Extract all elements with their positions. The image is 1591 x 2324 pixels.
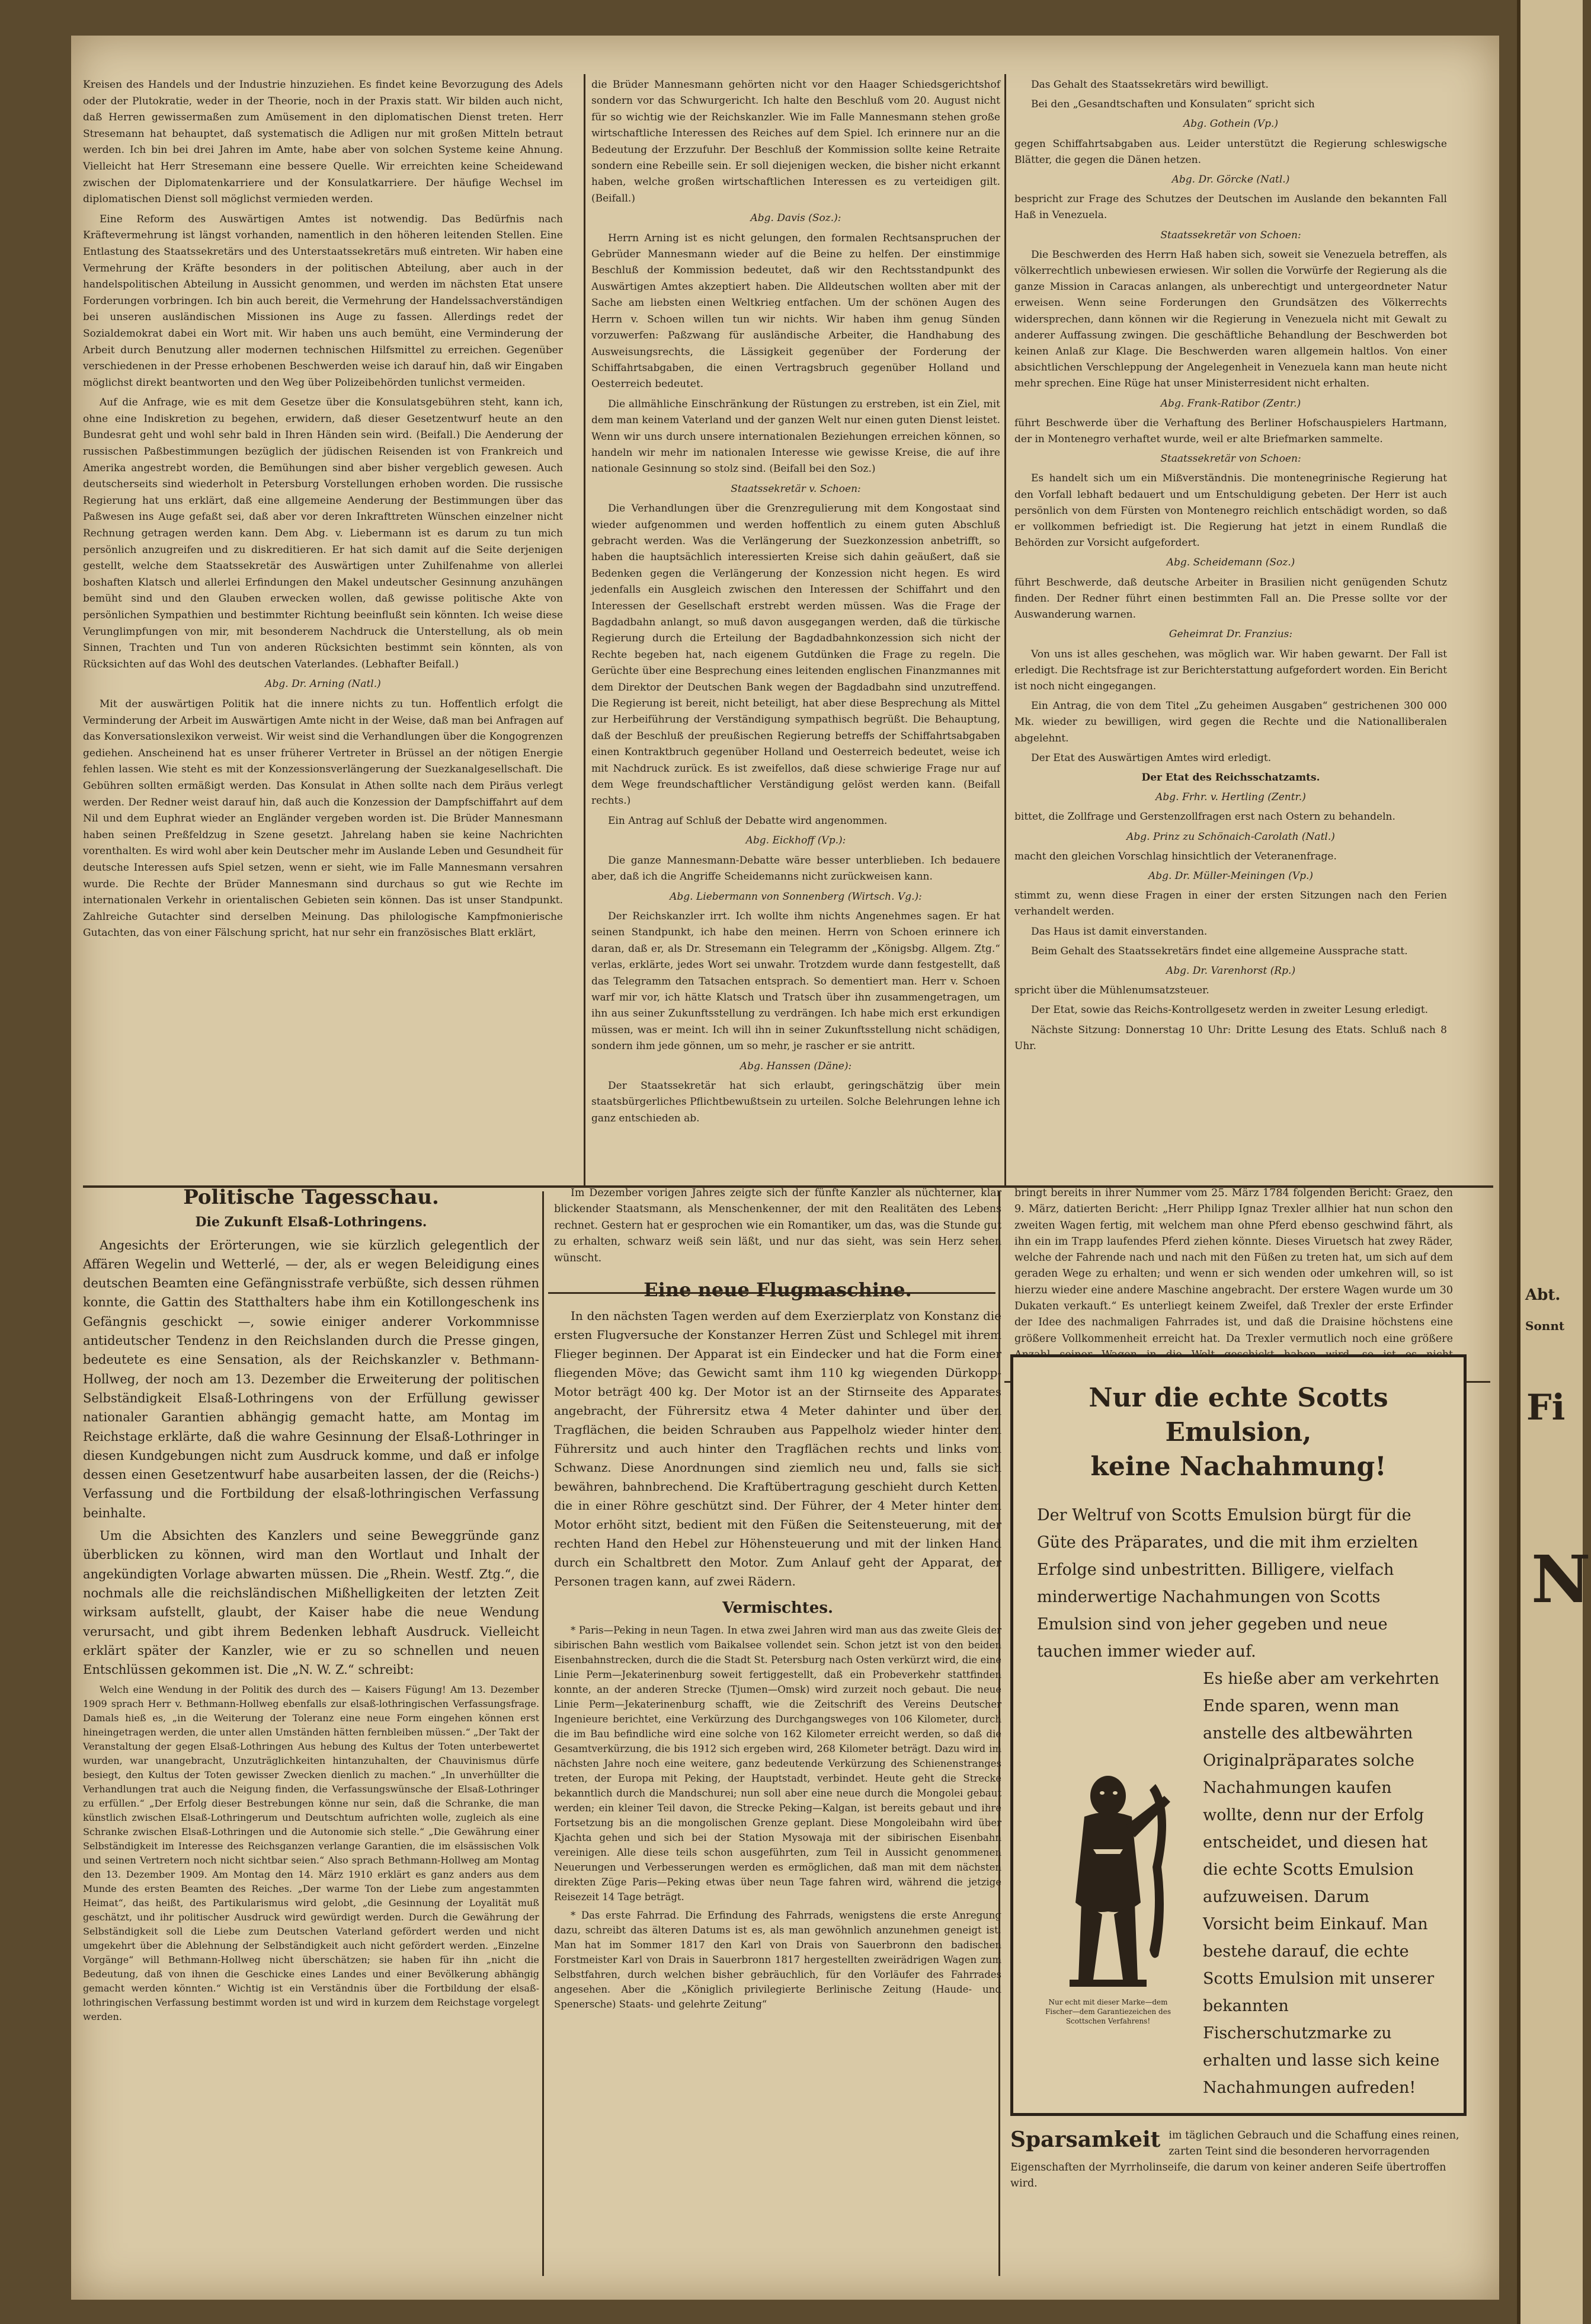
paragraph: stimmt zu, wenn diese Fragen in einer der ersten Sitzungen nach den Ferien verhandelt werden.	[1014, 890, 1447, 918]
paragraph: Angesichts der Erörterungen, wie sie kürzlich gelegentlich der Affären Wegelin und Wetterlé, — der, als er wegen Beleidigung eines deutschen Beamten eine Gefängnisstrafe verbüßte, sich dessen rühmen konnte, die Gattin des Statthalters habe ihm ein Kotillongeschenk ins Gefängnis geschickt —, sowie einiger anderer Vorkommnisse antideutscher Tendenz in den Reichslanden durch die Presse gingen, bedeutete es eine Sensation, als der Reichskanzler v. Bethmann-Hollweg, der noch am 13. Dezember die Erweiterung der politischen Selbständigkeit Elsaß-Lothringens von der Erfüllung gewisser nationaler Garantien abhängig gemacht hatte, am Montag im Reichstage erklärte, daß die wahre Gesinnung der Elsaß-Lothringer in diesen Kundgebungen nicht zum Ausdruck komme, und daß er infolge dessen einen Gesetzentwurf habe ausarbeiten lassen, der die (Reichs-) Verfassung und die Fortbildung der elsaß-lothringischen Verfassung beinhalte.	[83, 1238, 539, 1520]
ad-title-line: keine Nachahmung!	[1090, 1452, 1387, 1482]
fisherman-trademark-icon	[1037, 1760, 1179, 1997]
speaker-name: Staatssekretär v. Schoen:	[731, 482, 861, 495]
ad-title	[1013, 1381, 1464, 1484]
paragraph: führt Beschwerde über die Verhaftung des Berliner Hofschauspielers Hartmann, der in Montenegro verhaftet wurde, weil er alte Briefmarken sammelte.	[1014, 417, 1447, 446]
speaker-name: Abg. Scheidemann (Soz.)	[1166, 557, 1295, 569]
article-heading: Vermischtes.	[722, 1599, 834, 1617]
ad-title-line: Nur die echte Scotts Emulsion,	[1089, 1383, 1388, 1447]
column-rule	[1004, 74, 1006, 1185]
speaker-name: Abg. Dr. Varenhorst (Rp.)	[1166, 964, 1296, 977]
paragraph: Nächste Sitzung: Donnerstag 10 Uhr: Dritte Lesung des Etats. Schluß nach 8 Uhr.	[1014, 1024, 1447, 1052]
soap-ad	[1010, 2128, 1461, 2192]
speaker-name: Abg. Dr. Müller-Meiningen (Vp.)	[1148, 869, 1314, 882]
politics-column	[83, 1185, 539, 2028]
strip-text: Fi	[1526, 1387, 1566, 1428]
report-column-3	[1014, 77, 1447, 1058]
paragraph: gegen Schiffahrtsabgaben aus. Leider unterstützt die Regierung schleswigsche Blätter, die gegen die Dänen hetzen.	[1014, 138, 1447, 166]
paragraph: Bei den „Gesandtschaften und Konsulaten“ spricht sich	[1031, 98, 1315, 111]
speaker-name: Abg. Frank-Ratibor (Zentr.)	[1160, 397, 1301, 410]
speaker-name: Abg. Gothein (Vp.)	[1183, 118, 1279, 130]
paragraph: Von uns ist alles geschehen, was möglich war. Wir haben gewarnt. Der Fall ist erledigt. Die Rechtsfrage ist zur Berichterstattung aufgefordert worden. Ein Bericht ist noch nicht eingegangen.	[1014, 648, 1447, 692]
paragraph: Die Beschwerden des Herrn Haß haben sich, soweit sie Venezuela betreffen, als völkerrechtlich unbewiesen erwiesen. Wir sollen die Vorwürfe der Regierung als die ganze Mission in Caracas anlangen, als unberechtigt und untergeordneter Natur erweisen. Wenn seine Forderungen den Grundsätzen des Völkerrechts widersprechen, dann können wir die Regierung in Venezuela nicht mit Gewalt zu anderer Auffassung zwingen. Die geschäftliche Behandlung der Beschwerden bot keinen Anlaß zur Klage. Die Beschwerden waren allgemein haltlos. Von einer absichtlichen Verschleppung der Angelegenheit in Venezuela kann man heute nicht mehr sprechen. Eine Rüge hat unser Ministerresident nicht erhalten.	[1014, 248, 1447, 390]
paragraph: Um die Absichten des Kanzlers und seine Beweggründe ganz überblicken zu können, wird man den Wortlaut und Inhalt der angekündigten Vorlage abwarten müssen. Die „Rhein. Westf. Ztg.“, die nochmals alle die reichsländischen Mißhelligkeiten der letzten Zeit wirksam aufstellt, glaubt, der Kaiser habe die neue Wendung verursacht, und gibt ihrem Bedenken lebhaft Ausdruck. Vielleicht erklärt später der Kanzler, wie er zu so schnellen und neuen Entschlüssen gekommen ist. Die „N. W. Z.“ schreibt:	[83, 1529, 539, 1677]
column-rule	[584, 74, 585, 1185]
paragraph: spricht über die Mühlenumsatzsteuer.	[1014, 984, 1209, 997]
column-rule	[542, 1191, 544, 2276]
adjacent-page-strip	[1517, 0, 1591, 2324]
soap-ad-title: Sparsamkeit	[1010, 2127, 1161, 2152]
middle-column	[554, 1185, 1001, 2015]
speaker-name: Abg. Eickhoff (Vp.):	[745, 835, 846, 847]
speaker-name: Abg. Dr. Arning (Natl.)	[265, 678, 381, 691]
paragraph: Im Dezember vorigen Jahres zeigte sich der fünfte Kanzler als nüchterner, klar blickender Staatsmann, als Menschenkenner, der mit den Realitäten des Lebens rechnet. Gestern hat er gesprochen wie ein Romantiker, um das, was die Stunde gut zu erhalten, schwarz weiß sein läßt, und nur das sieht, was sein Herz sehen wünscht.	[554, 1187, 1001, 1264]
paragraph: Herrn Arning ist es nicht gelungen, den formalen Rechtsanspruchen der Gebrüder Mannesmann wieder auf die Beine zu helfen. Der einstimmige Beschluß der Kommission bedeutet, daß wir den Rechtsstandpunkt des Auswärtigen Amtes akzeptiert haben. Die Alldeutschen wollten aber mit der Sache am liebsten einen Weltkrieg entfachen. Um der schönen Augen des Herrn v. Schoen willen tun wir nichts. Wir haben ihm genug Sünden vorzuwerfen: Paßzwang für ausländische Arbeiter, die Handhabung des Ausweisungsrechts, die Lässigkeit gegenüber der Forderung der Schiffahrtsabgaben, die einen Vertragsbruch gegenüber Holland und Oesterreich bedeutet.	[591, 232, 1000, 391]
paragraph: Der Etat, sowie das Reichs-Kontrollgesetz werden in zweiter Lesung erledigt.	[1031, 1004, 1429, 1016]
quoted-paragraph: Welch eine Wendung in der Politik des durch des — Kaisers Fügung! Am 13. Dezember 1909 sprach Herr v. Bethmann-Hollweg ebenfalls zur elsaß-lothringischen Verfassungsfrage. Damals hieß es, „in die Weiterung der Toleranz eine neue Form eingehen können erst hineingetragen werden, die unter allen Umständen hätten fernbleiben müssen.“ „Der Takt der Veranstaltung der gegen Elsaß-Lothringen Aus hebung des Kultus der Toten unterbewertet wurden, war unangebracht, Unzuträglichkeiten hintanzuhalten, der Chauvinismus dürfe besiegt, den Kultus der Toten gewisser Zwecken dienlich zu machen.“ „In unverhüllter die Verhandlungen trat auch die Neigung finden, die Verfassungswünsche der Elsaß-Lothringer zu erfüllen.“ „Der Erfolg dieser Bestrebungen könne nur sein, daß die Schranke, die man künstlich zwischen Elsaß-Lothringerum und Deutschtum aufrichten wolle, zugleich als eine Schranke zwischen Elsaß-Lothringen und die Autonomie sich stelle.“ „Die Gewährung einer Selbständigkeit im Interesse des Reichsganzen verlange Garantien, die im elsässischen Volk und seinen Vertretern noch nicht sichtbar seien.“ Also sprach Bethmann-Hollweg am Montag den 13. Dezember 1909. Am Montag den 14. März 1910 erklärt es ganz anders aus dem Munde des ersten Beamten des Reiches. „Der warme Ton der Liebe zum angestammten Heimat“, das heißt, des Partikularismus wird gelobt, „die Gesinnung der Loyalität muß geschätzt, und ihr politischer Ausdruck wird gewürdigt werden. Durch die Gewährung der Selbständigkeit soll die Liebe zum Deutschen Vaterland gefördert werden und nicht umgekehrt über die Ablehnung der Selbständigkeit auch nicht gefördert werden. „Einzelne Vorgänge“ will Bethmann-Hollweg nicht überschätzen; sie haben für ihn „nicht die Bedeutung, daß von ihnen die Geschicke eines Landes und einer Bevölkerung abhängig gemacht werden könnten.“ Wichtig ist ein Verständnis über die Fortbildung der elsaß-lothringischen Verfassung bestimmt worden ist und wird in kurzem dem Reichstage vorgelegt werden.	[83, 1684, 539, 2023]
paragraph: Beim Gehalt des Staatssekretärs findet eine allgemeine Aussprache statt.	[1031, 945, 1408, 957]
speaker-name: Geheimrat Dr. Franzius:	[1169, 628, 1293, 641]
strip-text: Abt.	[1525, 1286, 1561, 1304]
paragraph: Ein Antrag auf Schluß der Debatte wird angenommen.	[608, 814, 888, 827]
paragraph: Es handelt sich um ein Mißverständnis. Die montenegrinische Regierung hat den Vorfall lebhaft bedauert und um Entschuldigung gebeten. Der Herr ist auch persönlich von dem Fürsten von Montenegro reichlich entschädigt worden, so daß er vollkommen befriedigt ist. Die Regierung hat jetzt in einem Rundlaß die Behörden zur Vorsicht aufgefordert.	[1014, 472, 1447, 549]
article-heading: Eine neue Flugmaschine.	[644, 1278, 912, 1302]
paragraph: Das Haus ist damit einverstanden.	[1031, 925, 1208, 938]
paragraph: Der Staatssekretär hat sich erlaubt, geringschätzig über mein staatsbürgerliches Pflichtbewußtsein zu urteilen. Solche Belehrungen lehne ich ganz entschieden ab.	[591, 1079, 1000, 1124]
speaker-name: Abg. Hanssen (Däne):	[740, 1060, 852, 1072]
paragraph: Die allmähliche Einschränkung der Rüstungen zu erstreben, ist ein Ziel, mit dem man keinem Vaterland und der ganzen Welt nur einen guten Dienst leistet. Wenn wir uns durch unsere internationalen Beziehungen erreichen können, so handeln wir mehr im nationalen Interesse wie gewisse Kreise, die auf ihre nationale Gesinnung so stolz sind. (Beifall bei den Soz.)	[591, 398, 1000, 475]
speaker-name: Staatssekretär von Schoen:	[1160, 229, 1301, 241]
paragraph: Der Reichskanzler irrt. Ich wollte ihm nichts Angenehmes sagen. Er hat seinen Standpunkt, ich habe den meinen. Herrn von Schoen erinnere ich daran, daß er, als Dr. Stresemann ein Telegramm der „Königsbg. Allgem. Ztg.“ verlas, erklärte, jedes Wort sei unwahr. Trotzdem wurde dann festgestellt, daß das Telegramm den Tatsachen entsprach. So dementiert man. Herr v. Schoen warf mir vor, ich hätte Klatsch und Tratsch über ihn zusammengetragen, um ihn aus seiner Zukunftsstellung zu verdrängen. Ich habe mich erst erkundigen müssen, was er meint. Ich will ihn in seiner Zukunftsstellung nicht schädigen, sondern ihm jede gönnen, um so mehr, je rascher er sie antritt.	[591, 910, 1000, 1053]
paragraph: Auf die Anfrage, wie es mit dem Gesetze über die Konsulatsgebühren steht, kann ich, ohne eine Indiskretion zu begehen, erwidern, daß dieser Gesetzentwurf heute an den Bundesrat geht und wohl sehr bald in Ihren Händen sein wird. (Beifall.) Die Aenderung der russischen Paßbestimmungen bezüglich der jüdischen Reisenden ist von Frankreich und Amerika angestrebt worden, die Bemühungen sind aber bisher vergeblich gewesen. Auch deutscherseits sind wiederholt in Petersburg Vorstellungen erhoben worden. Die russische Regierung hat uns erklärt, daß eine allgemeine Aenderung der Bestimmungen über das Paßwesen ins Auge gefaßt sei, daß aber vor deren Inkrafttreten Wünschen einzelner nicht Rechnung getragen werden kann. Dem Abg. v. Liebermann ist es darum zu tun mich persönlich anzugreifen und zu diskreditieren. Er hat sich damit auf die Seite derjenigen gestellt, welche dem Staatssekretär des Auswärtigen unter Zuhilfenahme von allerlei boshaften Klatsch und allerlei Erfindungen den Makel undeutscher Gesinnung anzuhängen bemüht sind und den Glauben erwecken wollen, daß gewisse politische Akte von persönlichen Sympathien und bestimmter Richtung beeinflußt sein könnten. Ich weise diese Verunglimpfungen von mir, mit besonderem Nachdruck die Unterstellung, als ob mein Sinnen, Trachten und Tun von anderen Rücksichten bestimmt sein könnten, als von Rücksichten auf das Wohl des deutschen Vaterlandes. (Lebhafter Beifall.)	[83, 397, 563, 670]
scotts-emulsion-ad	[1010, 1354, 1467, 2116]
speaker-name: Abg. Prinz zu Schönaich-Carolath (Natl.)	[1126, 830, 1335, 843]
paragraph: Der Etat des Auswärtigen Amtes wird erledigt.	[1031, 752, 1272, 764]
paragraph: In den nächsten Tagen werden auf dem Exerzierplatz von Konstanz die ersten Flugversuche der Konstanzer Herren Züst und Schlegel mit ihrem Flieger beginnen. Der Apparat ist ein Eindecker und hat die Form einer fliegenden Möve; das Gewicht samt ihm 110 kg wiegenden Dürkopp-Motor beträgt 400 kg. Der Motor ist an der Stirnseite des Apparates angebracht, der Führersitz etwa 4 Meter dahinter und über den Tragflächen, die beiden Schrauben aus Pappelholz wieder hinter dem Führersitz und auch hinter den Tragflächen rechts und links vom Schwanz. Diese Anordnungen sind ziemlich neu und, falls sie sich bewähren, bahnbrechend. Die Kraftübertragung geschieht durch Ketten, die in einer Röhre geschützt sind. Der Führer, der 4 Meter hinter dem Motor erhöht sitzt, bedient mit den Füßen die Seitensteuerung, mit der rechten Hand den Hebel zur Höhensteuerung und mit der linken Hand durch ein Schaltbrett den Motor. Zum Anlauf geht der Apparat, der Personen tragen kann, auf zwei Rädern.	[554, 1309, 1001, 1589]
speaker-name: Abg. Dr. Görcke (Natl.)	[1171, 174, 1290, 186]
paragraph: * Das erste Fahrrad. Die Erfindung des Fahrrads, wenigstens die erste Anregung dazu, schreibt das älteren Datums ist es, als man gewöhnlich anzunehmen geneigt ist. Man hat im Sommer 1817 den Karl von Drais von Sauerbronn den badischen Forstmeister Karl von Drais in Sauerbronn 1817 hergestellten zweirädrigen Wagen zum Selbstfahren, durch welchen bisher gebräuchlich, für den Vorläufer des Fahrrades angesehen. Aber die „Königlich privilegierte Berlinische Zeitung (Haude- und Spenersche) Staats- und gelehrte Zeitung“	[554, 1909, 1001, 2010]
paragraph: macht den gleichen Vorschlag hinsichtlich der Veteranenfrage.	[1014, 850, 1337, 862]
report-column-2	[591, 77, 1000, 1130]
paragraph: Ein Antrag, die von dem Titel „Zu geheimen Ausgaben“ gestrichenen 300 000 Mk. wieder zu bewilligen, wird gegen die Rechte und die Nationalliberalen abgelehnt.	[1014, 700, 1447, 744]
speaker-name: Abg. Davis (Soz.):	[750, 212, 841, 225]
paragraph: Die ganze Mannesmann-Debatte wäre besser unterblieben. Ich bedauere aber, daß ich die Angriffe Scheidemanns nicht zurückweisen kann.	[591, 854, 1000, 883]
strip-text: Sonnt	[1525, 1319, 1565, 1333]
paragraph: bittet, die Zollfrage und Gerstenzollfragen erst nach Ostern zu behandeln.	[1014, 811, 1395, 823]
speaker-name: Abg. Frhr. v. Hertling (Zentr.)	[1155, 791, 1306, 804]
paragraph: * Paris—Peking in neun Tagen. In etwa zwei Jahren wird man aus das zweite Gleis der sibirischen Bahn westlich vom Baikalsee vollendet sein. Schon jetzt ist von den beiden Eisenbahnstrecken, durch die die Stadt St. Petersburg nach Osten verkürzt wird, die eine Linie Perm—Jekaterinenburg soweit fertiggestellt, daß ein Probeverkehr stattfinden konnte, an der anderen Strecke (Tjumen—Omsk) wird zurzeit noch gebaut. Die neue Linie Perm—Jekaterinenburg schafft, wie die Zeitschrift des Vereins Deutscher Ingenieure berichtet, eine Verkürzung des Durchgangsweges von 106 Kilometer, durch die im Bau befindliche wird eine solche von 162 Kilometer erreicht werden, so daß die Gesamtverkürzung, die bis 1912 sich ergeben wird, 268 Kilometer beträgt. Dazu wird im nächsten Jahre noch eine weitere, ganz bedeutende Verkürzung des Schienenstranges treten, der Europa mit Peking, der Hauptstadt, verbindet. Heute geht die Strecke bekanntlich durch die Mandschurei; nun soll aber eine neue durch die Mongolei gebaut werden; ein kleiner Teil davon, die Strecke Peking—Kalgan, ist bereits gebaut und ihre Fortsetzung bis an die mongolischen Grenze geplant. Diese Mongoleibahn wird über Kjachta gehen und sich bei der Station Mysowaja mit der sibirischen Eisenbahn vereinigen. Alle diese teils schon ausgeführten, zum Teil in Aussicht genommenen Neuerungen und Verbesserungen werden es ermöglichen, daß man mit dem nächsten direkten Züge Paris—Peking etwas über neun Tage fahren wird, während die jetzige Reisezeit 14 Tage beträgt.	[554, 1624, 1001, 1903]
speaker-name: Staatssekretär von Schoen:	[1160, 453, 1301, 465]
paragraph: Die Verhandlungen über die Grenzregulierung mit dem Kongostaat sind wieder aufgenommen und werden hoffentlich zu einem guten Abschluß gebracht werden. Was die Verlängerung der Suezkonzession anbetrifft, so haben die hauptsächlich interessierten Kreise sich dahin geäußert, daß sie Bedenken gegen die Verlängerung der Konzession nicht hegen. Es wird jedenfalls ein Ausgleich zwischen den Interessen der Schiffahrt und den Interessen der Gesellschaft erstrebt werden müssen. Was die Frage der Bagdadbahn anlangt, so muß davon ausgegangen werden, daß die türkische Regierung durch die Erteilung der Bagdadbahnkonzession sich nicht der Rechte begeben hat, nach eigenem Gutdünken die Frage zu regeln. Die Gerüchte über eine Besprechung eines leitenden englischen Finanzmannes mit dem Direktor der Deutschen Bank wegen der Bagdadbahn sind unzutreffend. Die Regierung ist bereit, nicht beteiligt, hat aber diese Besprechung als Mittel zur Herbeiführung der Verständigung sympathisch begrüßt. Die Behauptung, daß der Beschluß der preußischen Regierung betreffs der Schiffahrtsabgaben einen Kontraktbruch gegenüber Holland und Oesterreich bedeutet, weise ich mit Nachdruck zurück. Es ist zweifellos, daß diese schwierige Frage nur auf dem Wege freundschaftlicher Verständigung gelöst werden kann. (Beifall rechts.)	[591, 503, 1000, 807]
paragraph: Kreisen des Handels und der Industrie hinzuziehen. Es findet keine Bevorzugung des Adels oder der Plutokratie, weder in der Theorie, noch in der Praxis statt. Wir bilden auch nicht, daß Herren gewissermaßen zum Amüsement in den diplomatischen Dienst treten. Herr Stresemann hat behauptet, daß systematisch die Adligen nur mit großen Mitteln betraut werden. Ich bin bei drei Jahren im Amte, habe aber von solchen Systeme keine Ahnung. Vielleicht hat Herr Stresemann eine bessere Quelle. Wir erreichten keine Scheidewand zwischen der Diplomatenkarriere und der Konsulatkarriere. Der häufige Wechsel im diplomatischen Dienst soll möglichst vermieden werden.	[83, 79, 563, 206]
paragraph: führt Beschwerde, daß deutsche Arbeiter in Brasilien nicht genügenden Schutz finden. Der Redner führt einen bestimmten Fall an. Die Presse sollte vor der Auswanderung warnen.	[1014, 576, 1447, 621]
paragraph: die Brüder Mannesmann gehörten nicht vor den Haager Schiedsgerichtshof sondern vor das Schwurgericht. Ich halte den Beschluß vom 20. August nicht für so wichtig wie der Reichskanzler. Wie im Falle Mannesmann stehen große wirtschaftliche Interessen des Reiches auf dem Spiel. Ich erinnere nur an die Bedeutung der Erzzufuhr. Der Beschluß der Kommission sollte keine Retraite sondern eine Rebeille sein. Er soll diejenigen wecken, die bisher nicht erkannt haben, welche großen wirtschaftlichen Interessen es zu verteidigen gilt. (Beifall.)	[591, 79, 1000, 204]
article-heading: Die Zukunft Elsaß-Lothringens.	[195, 1214, 427, 1230]
paragraph: Das Gehalt des Staatssekretärs wird bewilligt.	[1031, 79, 1269, 91]
section-title: Der Etat des Reichsschatzamts.	[1141, 771, 1320, 784]
paragraph: bringt bereits in ihrer Nummer vom 25. März 1784 folgenden Bericht: Graez, den 9. März, datierten Bericht: „Herr Philipp Ignaz Trexler allhier hat nun schon den zweiten Wagen fertig, mit welchem man ohne Pferd ebenso geschwind fährt, als ihn ein im Trapp laufendes Pferd ziehen könnte. Dieses Viruetsch hat zwey Räder, welche der Fahrende nach und nach mit den Füßen zu treten hat, um sich auf dem geraden Wege zu erhalten; und wenn er sich wenden oder umkehren will, so ist hierzu wieder eine andere Maschine angebracht. Der erstere Wagen wurde um 30 Dukaten verkauft.“ Es unterliegt keinem Zweifel, daß Trexler der erste Erfinder der Idee des nachmaligen Fahrrades ist, und daß die Draisine höchstens eine größere Vollkommenheit erreicht hat. Da Trexler vermutlich noch eine größere	[1014, 1187, 1453, 1345]
soap-ad-text: im täglichen Gebrauch und die Schaffung eines reinen, zarten Teint sind die besonderen hervorragenden Eigenschaften der Myrrholinseife, die darum von keiner anderen Seife übertroffen wird.	[1010, 2130, 1459, 2189]
ad-caption: Nur echt mit dieser Marke—dem Fischer—dem Garantiezeichen des Scottschen Verfahrens!	[1045, 1998, 1171, 2025]
ad-body-text: Es hieße aber am verkehrten Ende sparen, wenn man anstelle des altbewährten Originalpräparates solche Nachahmungen kaufen wollte, denn nur der Erfolg entscheidet, und diesen hat die echte Scotts Emulsion aufzuweisen. Darum Vorsicht beim Einkauf. Man bestehe darauf, die echte Scotts Emulsion mit unserer bekannten Fischerschutzmarke zu erhalten und lasse sich keine Nachahmungen aufreden!	[1203, 1670, 1440, 2097]
paragraph: Eine Reform des Auswärtigen Amtes ist notwendig. Das Bedürfnis nach Kräftevermehrung ist längst vorhanden, namentlich in den höheren leitenden Stellen. Eine Entlastung des Staatssekretärs und des Unterstaatssekretärs muß eintreten. Wir haben eine Vermehrung der Kräfte besonders in der politischen Abteilung, aber auch in der handelspolitischen Abteilung in Aussicht genommen, und werden im nächsten Etat unsere Forderungen vorbringen. Ich bin auch bereit, die Vermehrung der Handelssachverständigen bei unseren ausländischen Missionen ins Auge zu fassen. Allerdings redet der Sozialdemokrat dabei ein Wort mit. Wir haben uns auch bemüht, eine Verminderung der Arbeit durch Benutzung aller modernen technischen Hilfsmittel zu erreichen. Gegenüber verschiedenen in der Presse erhobenen Beschwerden weise ich darauf hin, daß wir Eingaben möglichst direkt beantworten und den Weg über Polizeibehörden tunlichst vermeiden.	[83, 213, 563, 389]
ad-lead-text: Der Weltruf von Scotts Emulsion bürgt für die Güte des Präparates, und die mit ihm erzielten Erfolge sind unbestritten. Billigere, vielfach minderwertige Nachahmungen von Scotts Emulsion sind von jeher gegeben und neue tauchen immer wieder auf.	[1037, 1506, 1419, 1661]
section-heading: Politische Tagesschau.	[183, 1185, 439, 1209]
paragraph: Mit der auswärtigen Politik hat die innere nichts zu tun. Hoffentlich erfolgt die Verminderung der Arbeit im Auswärtigen Amte nicht in der Weise, daß man bei Anfragen auf das Konversationslexikon verweist. Wir weist sind die Verhandlungen über die Kongogrenzen gediehen. Anscheinend hat es unser früherer Vertreter in Brüssel an der nötigen Energie fehlen lassen. Wie steht es mit der Konzessionsverlängerung der Suezkanalgesellschaft. Die Gebühren sollten ermäßigt werden. Das Konsulat in Athen sollte nach dem Piräus verlegt werden. Der Redner weist darauf hin, daß auch die Konzession der Dampfschiffahrt auf dem Nil und dem Euphrat wieder an Engländer vergeben worden ist. Die Brüder Mannesmann haben seinen Preßfeldzug in Szene gesetzt. Jahrelang haben sie keine Nachrichten vorenthalten. Es wird wohl aber kein Deutscher mehr im Auslande Leben und Gesundheit für deutsche Interessen aufs Spiel setzen, wenn er sieht, wie im Falle Mannesmann versahren wurde. Die Rechte der Brüder Mannesmann sind durchaus so gut wie Rechte im internationalen Verkehr in orientalischen Gebieten sein können. Das ist unser Standpunkt. Zahlreiche Gutachter sind derselben Meinung. Das philologische Kampfmonierische Gutachten, das von einer Fälschung spricht, hat nur sehr ein französisches Blatt erklärt,	[83, 698, 563, 939]
speaker-name: Abg. Liebermann von Sonnenberg (Wirtsch. Vg.):	[670, 890, 922, 903]
strip-text: N	[1531, 1541, 1591, 1617]
report-column-1	[83, 77, 563, 945]
paragraph: bespricht zur Frage des Schutzes der Deutschen im Auslande den bekannten Fall Haß in Venezuela.	[1014, 193, 1447, 222]
